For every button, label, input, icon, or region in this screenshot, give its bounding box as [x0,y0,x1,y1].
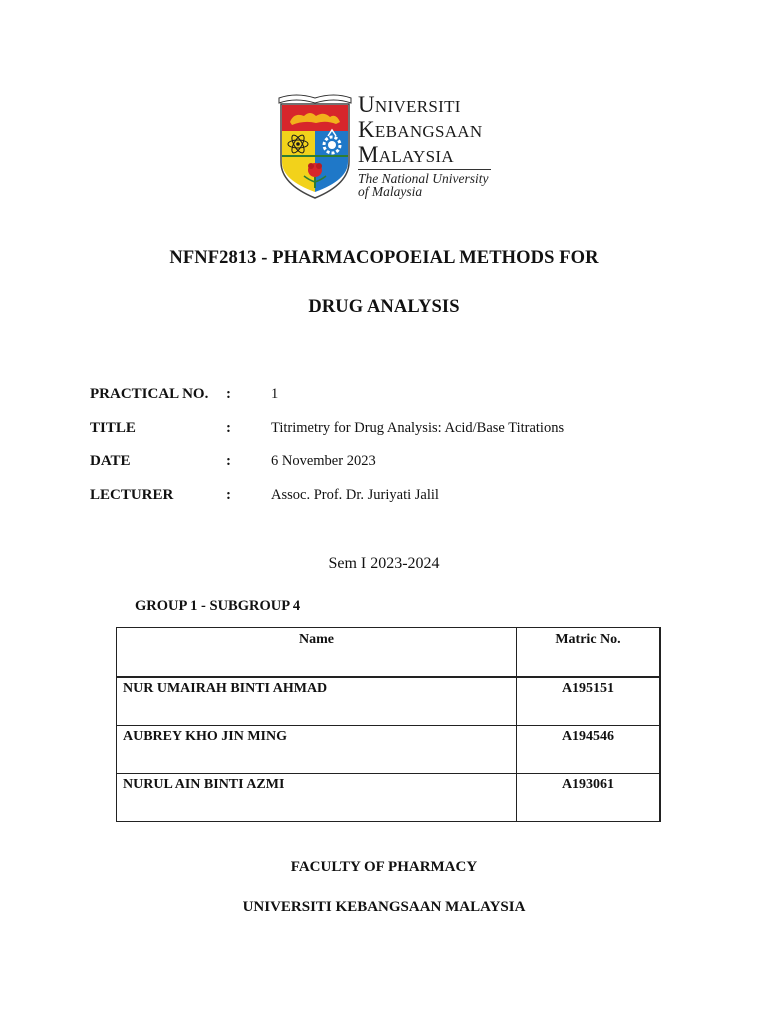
university-logo [276,92,496,202]
logo-tagline-2: of Malaysia [358,184,423,199]
member-name-cell: NUR UMAIRAH BINTI AHMAD [117,677,517,726]
course-title-line-1: NFNF2813 - PHARMACOPOEIAL METHODS FOR [169,248,599,268]
group-heading: GROUP 1 - SUBGROUP 4 [135,598,301,614]
title-label: TITLE [90,420,136,436]
semester-label: Sem I 2023-2024 [328,555,440,572]
table-row [117,774,661,822]
university-name: UNIVERSITI KEBANGSAAN MALAYSIA [242,899,526,915]
lecturer-colon: : [226,487,231,503]
date-value: 6 November 2023 [271,453,376,469]
lecturer-value: Assoc. Prof. Dr. Juriyati Jalil [271,487,439,503]
logo-word-2: KEBANGSAAN [358,117,483,142]
members-table [116,627,661,822]
practical-no-label: PRACTICAL NO. [90,386,209,402]
member-name-cell: NURUL AIN BINTI AZMI [117,774,517,822]
table-row [117,677,661,726]
logo-divider [358,169,491,170]
logo-word-3: MALAYSIA [358,142,454,167]
table-header-row [117,628,661,678]
member-matric-cell: A195151 [517,677,661,726]
logo-word-1: UNIVERSITI [358,92,461,117]
table-row [117,726,661,774]
matric-column-header: Matric No. [517,628,661,678]
title-value: Titrimetry for Drug Analysis: Acid/Base Titrations [271,420,565,436]
title-colon: : [226,420,231,436]
lecturer-label: LECTURER [90,487,174,503]
member-matric-cell: A193061 [517,774,661,822]
course-title-line-2: DRUG ANALYSIS [308,297,460,317]
date-label: DATE [90,453,131,469]
member-matric-cell: A194546 [517,726,661,774]
member-name-cell: AUBREY KHO JIN MING [117,726,517,774]
practical-no-value: 1 [271,386,279,402]
practical-no-colon: : [226,386,231,402]
date-colon: : [226,453,231,469]
name-column-header: Name [117,628,517,678]
logo-tagline-1: The National University [358,171,489,186]
faculty-name: FACULTY OF PHARMACY [290,859,478,875]
crest-icon [276,92,354,202]
